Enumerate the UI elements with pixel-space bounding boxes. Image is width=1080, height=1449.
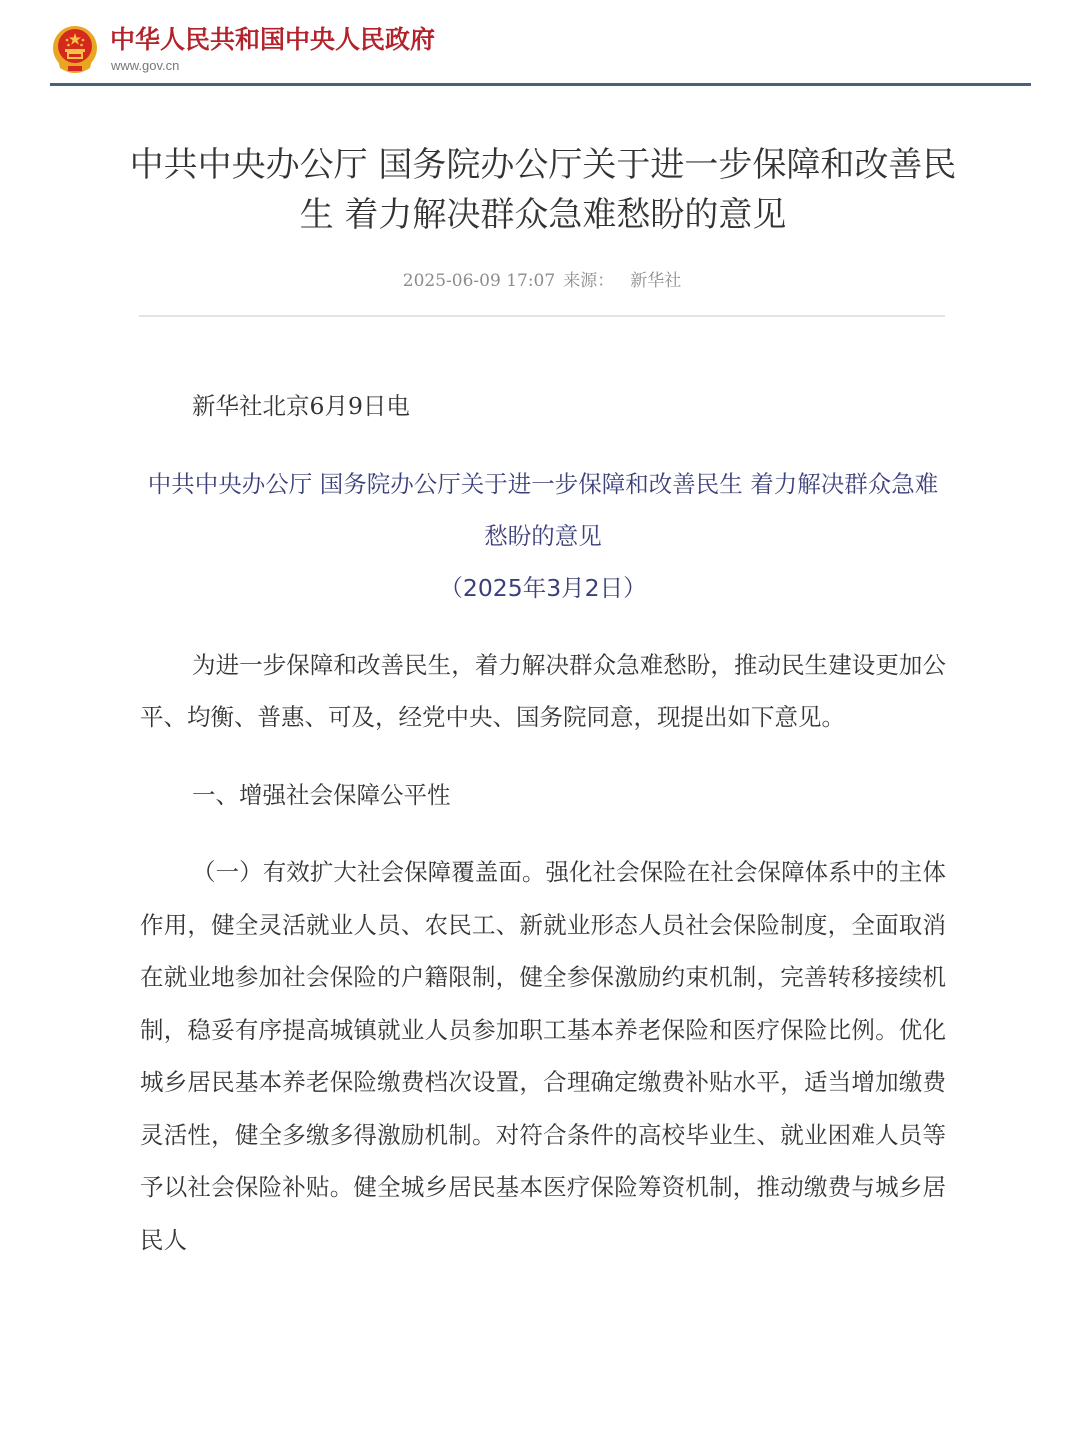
spacer [140,821,946,846]
source-name: 新华社 [630,271,682,291]
spacer [140,614,946,639]
intro-paragraph: 为进一步保障和改善民生，着力解决群众急难愁盼，推动民生建设更加公平、均衡、普惠、可及，经党中央、国务院同意，现提出如下意见。 [140,650,946,731]
header-divider [50,83,1031,86]
site-header [0,0,1080,90]
spacer [140,433,946,458]
article-meta [139,268,945,294]
site-url[interactable]: www.gov.cn [111,58,180,73]
document-title: 中共中央办公厅 国务院办公厅关于进一步保障和改善民生 着力解决群众急难愁盼的意见 [147,469,939,550]
national-emblem-icon [50,24,100,76]
document-date: （2025年3月2日） [439,573,647,602]
publish-datetime: 2025-06-09 17:07 [402,271,556,291]
spacer [140,744,946,769]
section-heading: 一、增强社会保障公平性 [192,780,451,809]
article-title: 中共中央办公厅 国务院办公厅关于进一步保障和改善民生 着力解决群众急难愁盼的意见 [129,145,957,235]
section-paragraph: （一）有效扩大社会保障覆盖面。强化社会保险在社会保障体系中的主体作用，健全灵活就业人员、农民工、新就业形态人员社会保险制度，全面取消在就业地参加社会保险的户籍限制，健全参保激励约束机制，完善转移接续机制，稳妥有序提高城镇就业人员参加职工基本养老保险和医疗保险比例。优化城乡居民基本养老保险缴费档次设置，合理确定缴费补贴水平，适当增加缴费灵活性，健全多缴多得激励机制。对符合条件的高校毕业生、就业困难人员等予以社会保险补贴。健全城乡居民基本医疗保险筹资机制，推动缴费与城乡居民人 [140,858,946,1254]
source-label: 来源： [563,271,615,291]
site-title[interactable]: 中华人民共和国中央人民政府 [110,25,436,54]
dateline: 新华社北京6月9日电 [192,392,410,420]
meta-divider [139,315,945,317]
article-body [140,380,946,1266]
